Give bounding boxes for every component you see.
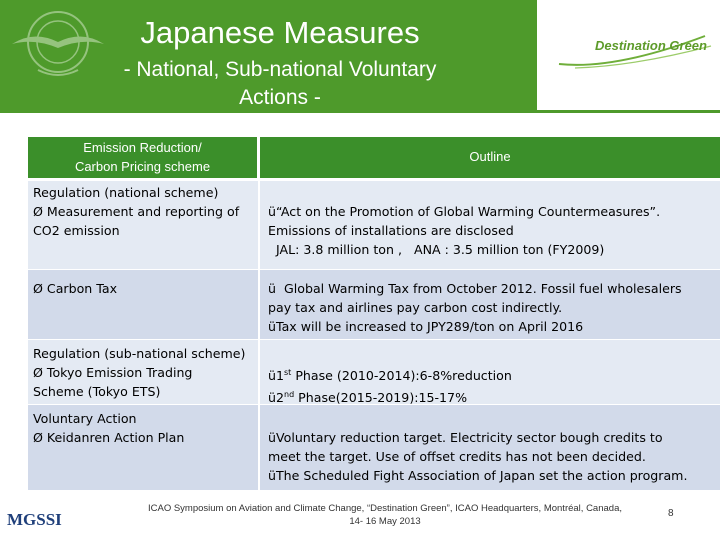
cell-line: üThe Scheduled Fight Association of Japan set the action program. [268, 468, 688, 483]
footer-text [130, 502, 640, 528]
mgssi-logo [6, 507, 62, 529]
cell-line: Regulation (sub-national scheme) [33, 346, 246, 361]
cell-line: Regulation (national scheme) [33, 185, 219, 200]
cell-line: Scheme (Tokyo ETS) [33, 384, 161, 399]
phase1-prefix: ü1 [268, 368, 284, 384]
cell-line: üTax will be increased to JPY289/ton on April 2016 [268, 319, 584, 334]
page-number: 8 [668, 508, 674, 519]
row3-right-cell [268, 363, 512, 407]
phase2-text: Phase(2015-2019):15-17% [294, 390, 468, 406]
footer-line-2: 14- 16 May 2013 [349, 516, 421, 527]
row4-left-cell [33, 409, 184, 447]
cell-line: Ø Carbon Tax [33, 281, 118, 296]
row1-right-cell [268, 202, 660, 259]
phase1-sup: st [284, 368, 292, 377]
phase1-line [268, 363, 512, 385]
row1-left-cell [33, 183, 239, 240]
cell-line: pay tax and airlines pay carbon cost indirectly. [268, 300, 563, 315]
header-banner [0, 0, 720, 113]
footer-line-1: ICAO Symposium on Aviation and Climate Change, “Destination Green”, ICAO Headquarters, Montréal, Canada, [147, 503, 622, 514]
cell-line: Ø Measurement and reporting of [33, 204, 240, 219]
phase2-line [268, 385, 512, 407]
row2-left-cell [33, 279, 117, 298]
cell-line: Ø Tokyo Emission Trading [33, 365, 193, 380]
row2-right-cell [268, 279, 682, 336]
column-divider [258, 181, 260, 490]
destination-green-logo [537, 0, 720, 110]
phase2-sup: nd [284, 390, 295, 400]
phase2-prefix: ü2 [268, 390, 284, 406]
cell-line: ü“Act on the Promotion of Global Warming Countermeasures”. [268, 204, 661, 219]
cell-line: Voluntary Action [33, 411, 137, 426]
header-left-line-1: Emission Reduction/ [83, 140, 202, 155]
cell-line: ü Global Warming Tax from October 2012. Fossil fuel wholesalers [268, 281, 682, 296]
cell-line: Ø Keidanren Action Plan [33, 430, 185, 445]
cell-line: JAL: 3.8 million ton , ANA : 3.5 million ton (FY2009) [268, 242, 605, 257]
mgssi-logo-text: MGSSI [7, 510, 62, 529]
cell-line: üVoluntary reduction target. Electricity sector bough credits to [268, 430, 663, 445]
subtitle-line-2: Actions - [239, 86, 321, 109]
cell-line: CO2 emission [33, 223, 120, 238]
cell-line: Emissions of installations are disclosed [268, 223, 514, 238]
logo-text: Destination Green [595, 38, 707, 53]
slide-title: Japanese Measures [140, 15, 420, 50]
row4-right-cell [268, 428, 687, 485]
cell-line: meet the target. Use of offset credits has not been decided. [268, 449, 646, 464]
header-left-line-2: Carbon Pricing scheme [74, 159, 211, 174]
table-header-outline: Outline [260, 137, 720, 178]
slide-subtitle [80, 56, 480, 112]
phase1-text: Phase (2010-2014):6-8%reduction [291, 368, 512, 384]
row3-left-cell [33, 344, 245, 401]
subtitle-line-1: - National, Sub-national Voluntary [123, 58, 437, 81]
table-header-scheme [28, 137, 257, 178]
